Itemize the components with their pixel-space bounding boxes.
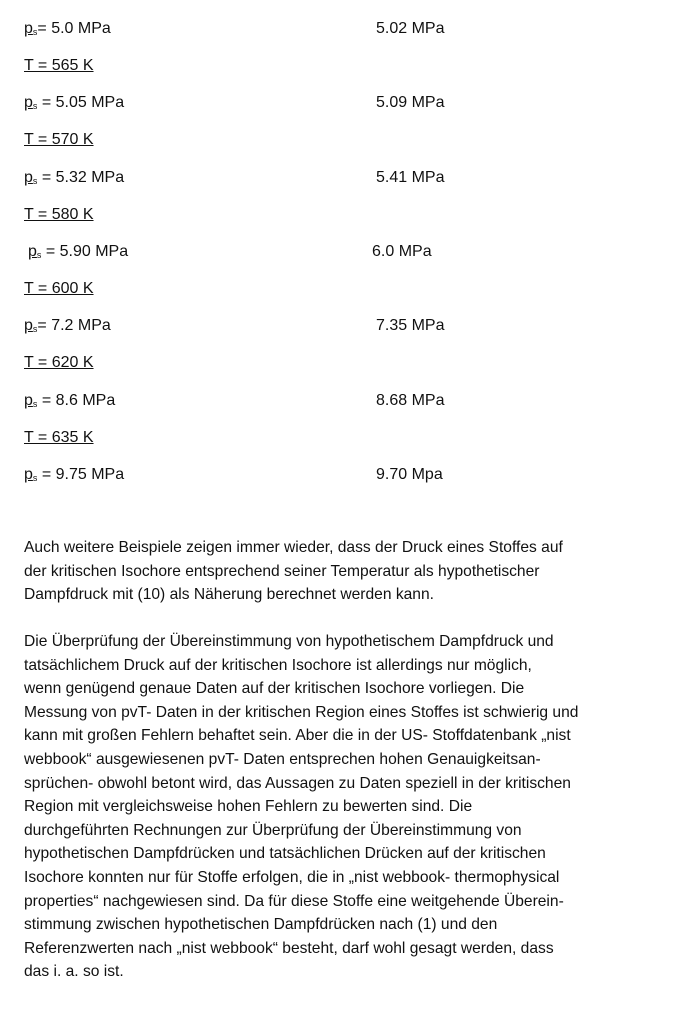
text-line: Referenzwerten nach „nist webbook“ besteht, darf wohl gesagt werden, dass [24,939,554,957]
text-line: Isochore konnten nur für Stoffe erfolgen, die in „nist webbook- thermophysical [24,868,560,886]
reference-pressure: 5.02 MPa [376,20,445,37]
ps-symbol: $p_s$ [24,317,38,334]
pressure-value: = 5.90 MPa [41,243,129,260]
text-line: Region mit vergleichsweise hohen Fehlern zu bewerten sind. Die [24,798,473,816]
calculated-pressure [24,463,124,487]
reference-pressure: 5.09 MPa [376,94,445,111]
pressure-value: = 5.32 MPa [37,169,125,186]
reference-pressure: 6.0 MPa [372,243,432,260]
text-line: sprüchen- obwohl betont wird, das Aussagen zu Daten speziell in der kritischen [24,774,571,792]
text-line: durchgeführten Rechnungen zur Überprüfung der Übereinstimmung von [24,821,522,839]
text-line: webbook“ ausgewiesenen pvT- Daten entsprechen hohen Genauigkeitsan- [24,750,541,768]
text-line: hypothetischen Dampfdrücken und tatsächlichen Drücken auf der kritischen [24,845,546,863]
temperature-label: T = 570 K [24,131,94,148]
temperature-label: T = 635 K [24,429,94,446]
text-line: tatsächlichem Druck auf der kritischen Isochore ist allerdings nur möglich, [24,656,532,674]
pressure-value: = 9.75 MPa [37,466,125,483]
text-line: kann mit großen Fehlern behaftet sein. Aber die in der US- Stoffdatenbank „nist [24,727,571,745]
calculated-pressure [24,166,124,190]
pressure-value: = 5.0 MPa [37,20,111,37]
text-line: wenn genügend genaue Daten auf der kritischen Isochore vorliegen. Die [24,680,525,698]
text-line: das i. a. so ist. [24,963,124,981]
calculated-pressure [24,91,124,115]
ps-symbol: $p_s$ [24,466,38,483]
calculated-pressure [24,314,111,338]
temperature-label: T = 565 K [24,57,94,74]
calculated-pressure [24,389,115,413]
reference-pressure: 9.70 Mpa [376,466,443,483]
pressure-value: = 5.05 MPa [37,94,125,111]
text-line: Die Überprüfung der Übereinstimmung von hypothetischem Dampfdruck und [24,633,554,650]
text-line: Dampfdruck mit (10) als Näherung berechnet werden kann. [24,586,434,604]
pressure-value: = 7.2 MPa [37,317,111,334]
ps-symbol: $p_s$ [24,169,38,186]
paragraph-1 [24,536,672,607]
reference-pressure: 7.35 MPa [376,317,445,334]
text-line: Auch weitere Beispiele zeigen immer wieder, dass der Druck eines Stoffes auf [24,539,563,556]
temperature-label: T = 600 K [24,280,94,297]
ps-symbol: $p_s$ [24,392,38,409]
reference-pressure: 8.68 MPa [376,392,445,409]
text-line: der kritischen Isochore entsprechend seiner Temperatur als hypothetischer [24,562,540,580]
ps-symbol: $p_s$ [24,94,38,111]
temperature-label: T = 580 K [24,206,94,223]
text-line: properties“ nachgewiesen sind. Da für diese Stoffe eine weitgehende Überein- [24,892,564,910]
pressure-value: = 8.6 MPa [37,392,116,409]
text-line: stimmung zwischen hypothetischen Dampfdrücken nach (1) und den [24,916,498,934]
text-line: Messung von pvT- Daten in der kritischen Region eines Stoffes ist schwierig und [24,703,579,721]
ps-symbol: $p_s$ [24,20,38,37]
ps-symbol: $p_s$ [28,243,42,260]
calculated-pressure [28,240,128,264]
reference-pressure: 5.41 MPa [376,169,445,186]
calculated-pressure [24,17,111,41]
paragraph-2 [24,630,672,984]
temperature-label: T = 620 K [24,354,94,371]
